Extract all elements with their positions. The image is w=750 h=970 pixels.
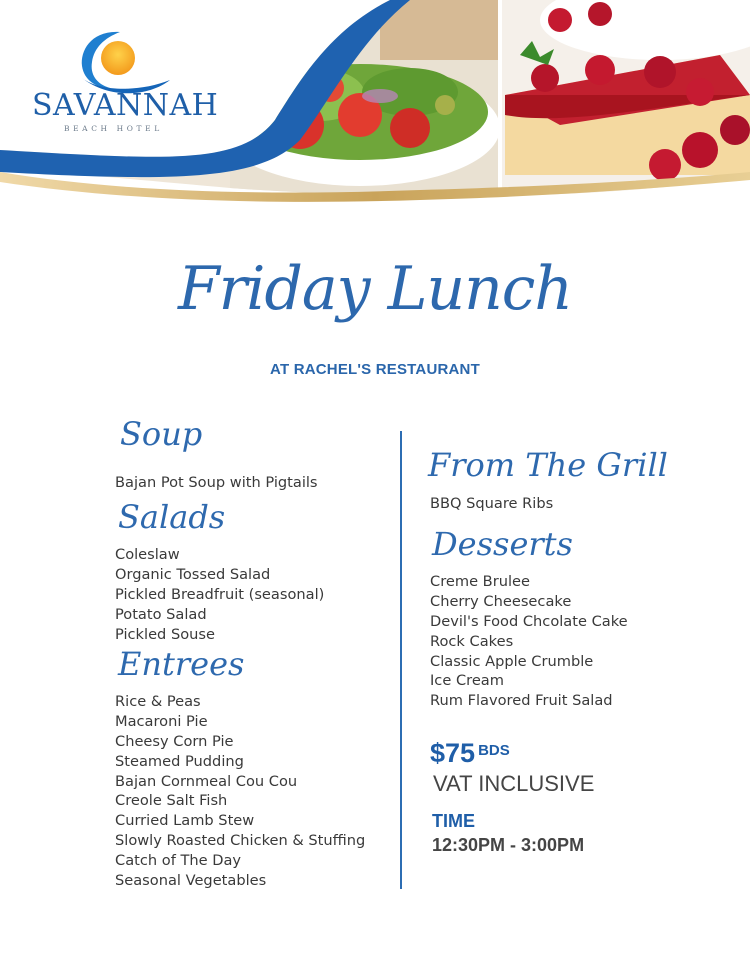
list-item: Creole Salt Fish bbox=[115, 792, 228, 810]
list-item: Coleslaw bbox=[115, 546, 180, 563]
list-item: BBQ Square Ribs bbox=[430, 495, 554, 512]
section-heading-grill: From The Grill bbox=[428, 446, 668, 484]
list-item: Classic Apple Crumble bbox=[430, 652, 594, 670]
column-divider bbox=[400, 431, 402, 889]
list-item: Slowly Roasted Chicken & Stuffing bbox=[115, 832, 366, 850]
section-heading-soup: Soup bbox=[120, 415, 203, 453]
list-item: Catch of The Day bbox=[115, 852, 242, 870]
section-heading-entrees: Entrees bbox=[118, 645, 245, 683]
section-heading-salads: Salads bbox=[118, 498, 226, 536]
list-item: Potato Salad bbox=[115, 605, 207, 623]
restaurant-subtitle: AT RACHEL'S RESTAURANT bbox=[270, 361, 480, 378]
list-item: Cheesy Corn Pie bbox=[115, 732, 234, 750]
price-currency: BDS bbox=[478, 742, 510, 759]
time-label: TIME bbox=[432, 811, 475, 831]
list-item: Rock Cakes bbox=[430, 632, 514, 650]
salads-list bbox=[115, 545, 324, 644]
list-item: Macaroni Pie bbox=[115, 712, 208, 730]
page-title: Friday Lunch bbox=[177, 254, 573, 324]
list-item: Rice & Peas bbox=[115, 693, 201, 710]
grill-list bbox=[430, 494, 553, 514]
list-item: Pickled Souse bbox=[115, 625, 215, 643]
list-item: Seasonal Vegetables bbox=[115, 872, 267, 890]
list-item: Steamed Pudding bbox=[115, 752, 244, 770]
vat-note: VAT INCLUSIVE bbox=[433, 771, 595, 796]
list-item: Devil's Food Chcolate Cake bbox=[430, 612, 628, 630]
soup-list bbox=[115, 473, 318, 493]
price-amount: $75 bbox=[430, 738, 476, 768]
brand-tagline: BEACH HOTEL bbox=[64, 124, 163, 133]
list-item: Bajan Cornmeal Cou Cou bbox=[115, 772, 298, 790]
list-item: Creme Brulee bbox=[430, 573, 530, 590]
list-item: Bajan Pot Soup with Pigtails bbox=[115, 474, 318, 491]
price bbox=[430, 740, 510, 767]
section-heading-desserts: Desserts bbox=[432, 525, 573, 563]
desserts-list bbox=[430, 572, 628, 711]
brand-name: SAVANNAH bbox=[32, 88, 219, 123]
list-item: Organic Tossed Salad bbox=[115, 565, 271, 583]
entrees-list bbox=[115, 692, 365, 891]
header-banner bbox=[0, 0, 750, 230]
time-value: 12:30PM - 3:00PM bbox=[432, 835, 585, 855]
list-item: Ice Cream bbox=[430, 672, 504, 690]
list-item: Pickled Breadfruit (seasonal) bbox=[115, 585, 325, 603]
list-item: Rum Flavored Fruit Salad bbox=[430, 692, 613, 710]
list-item: Cherry Cheesecake bbox=[430, 592, 572, 610]
list-item: Curried Lamb Stew bbox=[115, 812, 255, 830]
